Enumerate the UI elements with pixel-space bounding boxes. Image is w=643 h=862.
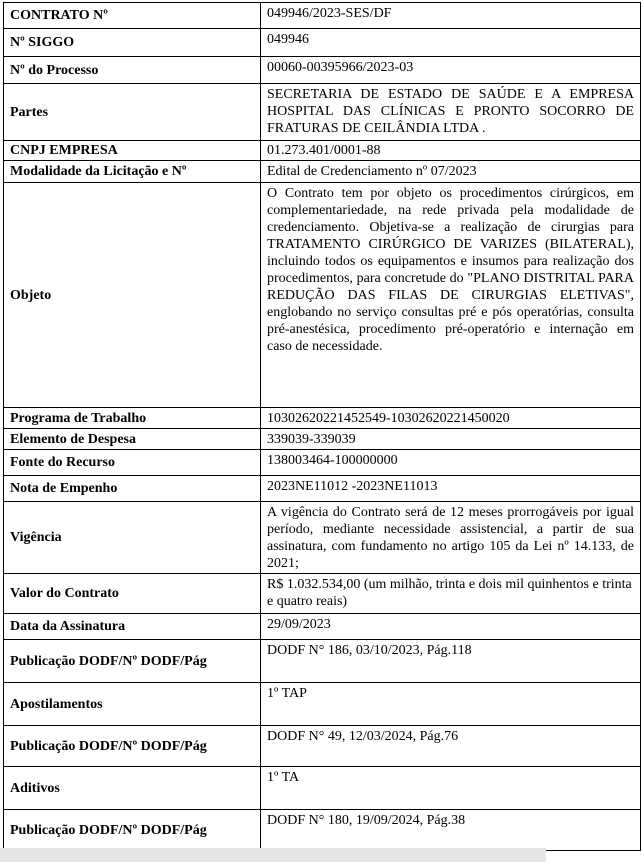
field-label: Aditivos: [4, 767, 261, 810]
field-label: Apostilamentos: [4, 683, 261, 726]
field-label: Publicação DODF/Nº DODF/Pág: [4, 640, 261, 683]
field-label: CNPJ EMPRESA: [4, 141, 261, 161]
field-label: Valor do Contrato: [4, 574, 261, 614]
field-label: Programa de Trabalho: [4, 408, 261, 429]
field-value: O Contrato tem por objeto os procedimentos cirúrgicos, em complementariedade, na rede privada pela modalidade de credenciamento. Objetiva-se a realização de cirurgias para TRATAMENTO CIRÚRGICO DE VARIZES (BILATERAL), incluindo todos os equipamentos e insumos para realização dos procedimentos, para concretude do "PLANO DISTRITAL PARA REDUÇÃO DAS FILAS DE CIRURGIAS ELETIVAS", englobando no serviço consultas pré e pós operatórias, consulta pré-anestésica, procedimento pré-operatório e internação em caso de necessidade.: [261, 183, 641, 408]
field-label: Fonte do Recurso: [4, 450, 261, 476]
field-value: 339039-339039: [261, 429, 641, 450]
field-label: Vigência: [4, 502, 261, 574]
field-value: 10302620221452549-10302620221450020: [261, 408, 641, 429]
field-label: Elemento de Despesa: [4, 429, 261, 450]
field-value: 1º TAP: [261, 683, 641, 726]
field-value: 2023NE11012 -2023NE11013: [261, 476, 641, 502]
field-label: Nº SIGGO: [4, 29, 261, 57]
table-row: [4, 683, 641, 726]
field-label: Objeto: [4, 183, 261, 408]
contract-summary-table: [3, 2, 641, 851]
table-row: [4, 183, 641, 408]
table-row: [4, 408, 641, 429]
field-label: Partes: [4, 84, 261, 141]
field-label: Data da Assinatura: [4, 614, 261, 640]
table-row: [4, 57, 641, 84]
field-label: Nº do Processo: [4, 57, 261, 84]
field-value: 01.273.401/0001-88: [261, 141, 641, 161]
field-label: Nota de Empenho: [4, 476, 261, 502]
bottom-shade-strip: [0, 848, 546, 862]
field-label: Publicação DODF/Nº DODF/Pág: [4, 810, 261, 851]
table-row: [4, 84, 641, 141]
field-value: SECRETARIA DE ESTADO DE SAÚDE E A EMPRESA HOSPITAL DAS CLÍNICAS E PRONTO SOCORRO DE FRATURAS DE CEILÂNDIA LTDA .: [261, 84, 641, 141]
field-label: Publicação DODF/Nº DODF/Pág: [4, 726, 261, 767]
table-row: [4, 640, 641, 683]
field-value: 1º TA: [261, 767, 641, 810]
table-row: [4, 429, 641, 450]
field-value: A vigência do Contrato será de 12 meses prorrogáveis por igual período, mediante necessidade assistencial, a partir de sua assinatura, com fundamento no artigo 105 da Lei nº 14.133, de 2021;: [261, 502, 641, 574]
field-value: 29/09/2023: [261, 614, 641, 640]
table-row: [4, 614, 641, 640]
table-row: [4, 29, 641, 57]
field-label: CONTRATO Nº: [4, 3, 261, 29]
table-row: [4, 767, 641, 810]
table-row: [4, 161, 641, 183]
table-row: [4, 450, 641, 476]
field-value: DODF N° 49, 12/03/2024, Pág.76: [261, 726, 641, 767]
table-row: [4, 502, 641, 574]
table-row: [4, 141, 641, 161]
field-value: DODF N° 186, 03/10/2023, Pág.118: [261, 640, 641, 683]
table-row: [4, 574, 641, 614]
field-value: 049946: [261, 29, 641, 57]
table-row: [4, 726, 641, 767]
field-value: 00060-00395966/2023-03: [261, 57, 641, 84]
field-value: Edital de Credenciamento nº 07/2023: [261, 161, 641, 183]
field-label: Modalidade da Licitação e Nº: [4, 161, 261, 183]
field-value: 138003464-100000000: [261, 450, 641, 476]
field-value: 049946/2023-SES/DF: [261, 3, 641, 29]
table-row: [4, 810, 641, 851]
field-value: R$ 1.032.534,00 (um milhão, trinta e dois mil quinhentos e trinta e quatro reais): [261, 574, 641, 614]
table-row: [4, 476, 641, 502]
table-row: [4, 3, 641, 29]
field-value: DODF N° 180, 19/09/2024, Pág.38: [261, 810, 641, 851]
